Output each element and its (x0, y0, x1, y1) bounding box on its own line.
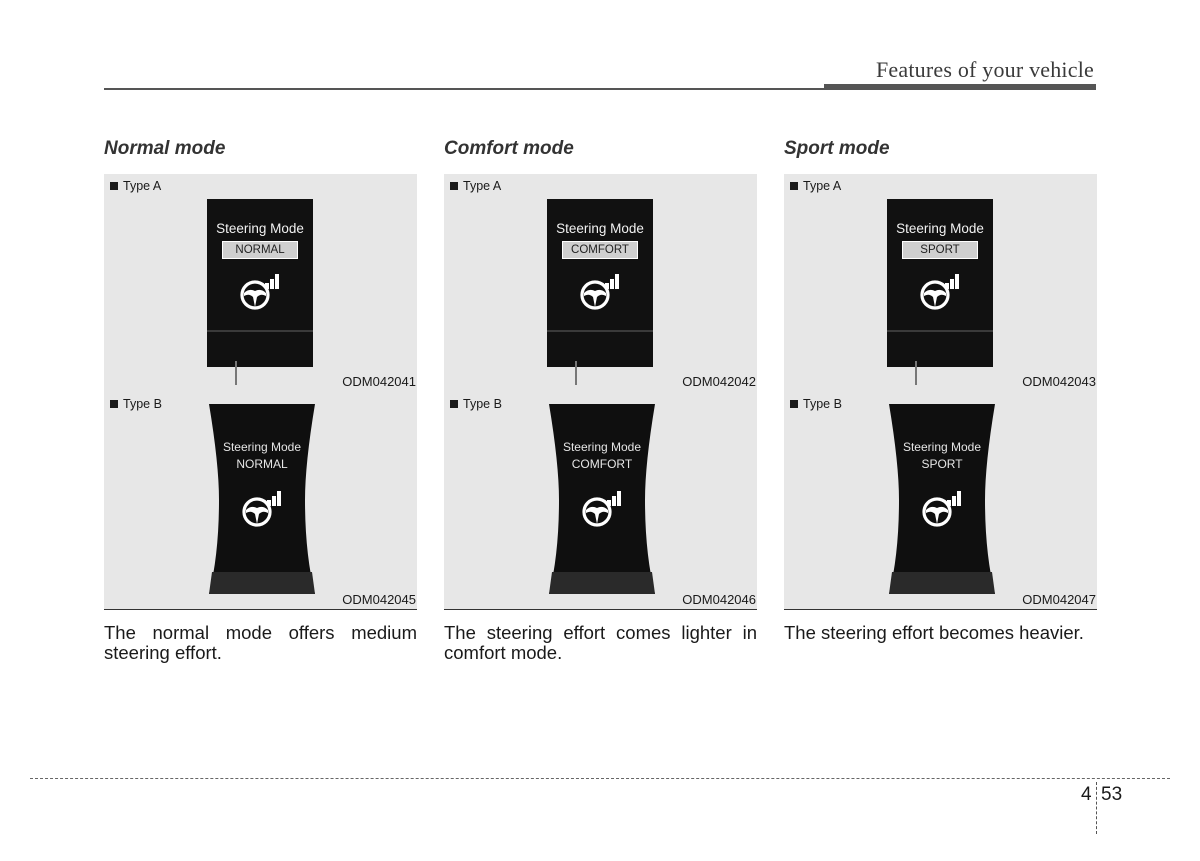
square-bullet-icon (110, 400, 118, 408)
column-title: Sport mode (784, 138, 890, 159)
figure-code: ODM042047 (1022, 592, 1096, 607)
screen-title: Steering Mode (562, 440, 642, 454)
screen-divider (547, 330, 653, 332)
mode-description: The normal mode offers medium steering effort. (104, 622, 417, 663)
square-bullet-icon (110, 182, 118, 190)
column-normal-mode (104, 137, 417, 663)
cluster-screen-type-b (207, 404, 317, 596)
figure-bottom-rule (444, 609, 757, 610)
figure-code: ODM042046 (682, 592, 756, 607)
column-title: Normal mode (104, 138, 226, 159)
steering-wheel-icon (241, 488, 283, 530)
mode-text: COMFORT (571, 457, 633, 471)
mode-badge: NORMAL (222, 241, 298, 259)
cluster-screen-type-a (887, 199, 993, 367)
figure-code: ODM042043 (1022, 374, 1096, 389)
page-number-value: 53 (1101, 784, 1123, 805)
mode-description: The steering effort becomes heavier. (784, 622, 1084, 643)
figure-type-a (104, 174, 417, 392)
square-bullet-icon (450, 400, 458, 408)
column-sport-mode (784, 137, 1097, 643)
mode-badge: SPORT (902, 241, 978, 259)
square-bullet-icon (450, 182, 458, 190)
screen-divider (207, 330, 313, 332)
type-label: Type B (450, 397, 502, 411)
cluster-screen-type-a (547, 199, 653, 367)
mode-description: The steering effort comes lighter in comfort mode. (444, 622, 757, 663)
figure-bottom-rule (784, 609, 1097, 610)
header-rule (104, 88, 824, 90)
screen-title: Steering Mode (556, 221, 644, 236)
figure-type-b (784, 392, 1097, 610)
figure-bottom-rule (104, 609, 417, 610)
figure-type-a (444, 174, 757, 392)
screen-title: Steering Mode (222, 440, 302, 454)
steering-wheel-icon (921, 488, 963, 530)
cluster-screen-type-b (547, 404, 657, 596)
mode-text: NORMAL (236, 457, 288, 471)
figure-code: ODM042045 (342, 592, 416, 607)
square-bullet-icon (790, 400, 798, 408)
type-label: Type A (450, 179, 501, 193)
screen-title: Steering Mode (216, 221, 304, 236)
steering-wheel-icon (239, 271, 281, 313)
page-number (1081, 784, 1122, 806)
column-comfort-mode (444, 137, 757, 663)
type-label: Type B (790, 397, 842, 411)
cluster-screen-type-b (887, 404, 997, 596)
figure-code: ODM042041 (342, 374, 416, 389)
figure-type-b (444, 392, 757, 610)
type-label: Type A (110, 179, 161, 193)
figure-type-a (784, 174, 1097, 392)
chapter-number: 4 (1081, 784, 1092, 805)
header-rule-accent (824, 84, 1096, 90)
figure-code: ODM042042 (682, 374, 756, 389)
gauge-needle (235, 361, 237, 385)
mode-badge: COMFORT (562, 241, 638, 259)
cluster-screen-type-a (207, 199, 313, 367)
header-title: Features of your vehicle (875, 57, 1094, 82)
gauge-needle (915, 361, 917, 385)
steering-wheel-icon (579, 271, 621, 313)
screen-title: Steering Mode (896, 221, 984, 236)
column-title: Comfort mode (444, 138, 574, 159)
figure-type-b (104, 392, 417, 610)
steering-wheel-icon (581, 488, 623, 530)
footer-rule (30, 778, 1170, 779)
type-label: Type A (790, 179, 841, 193)
screen-title: Steering Mode (902, 440, 982, 454)
square-bullet-icon (790, 182, 798, 190)
type-label: Type B (110, 397, 162, 411)
screen-divider (887, 330, 993, 332)
mode-text: SPORT (921, 457, 963, 471)
steering-wheel-icon (919, 271, 961, 313)
gauge-needle (575, 361, 577, 385)
